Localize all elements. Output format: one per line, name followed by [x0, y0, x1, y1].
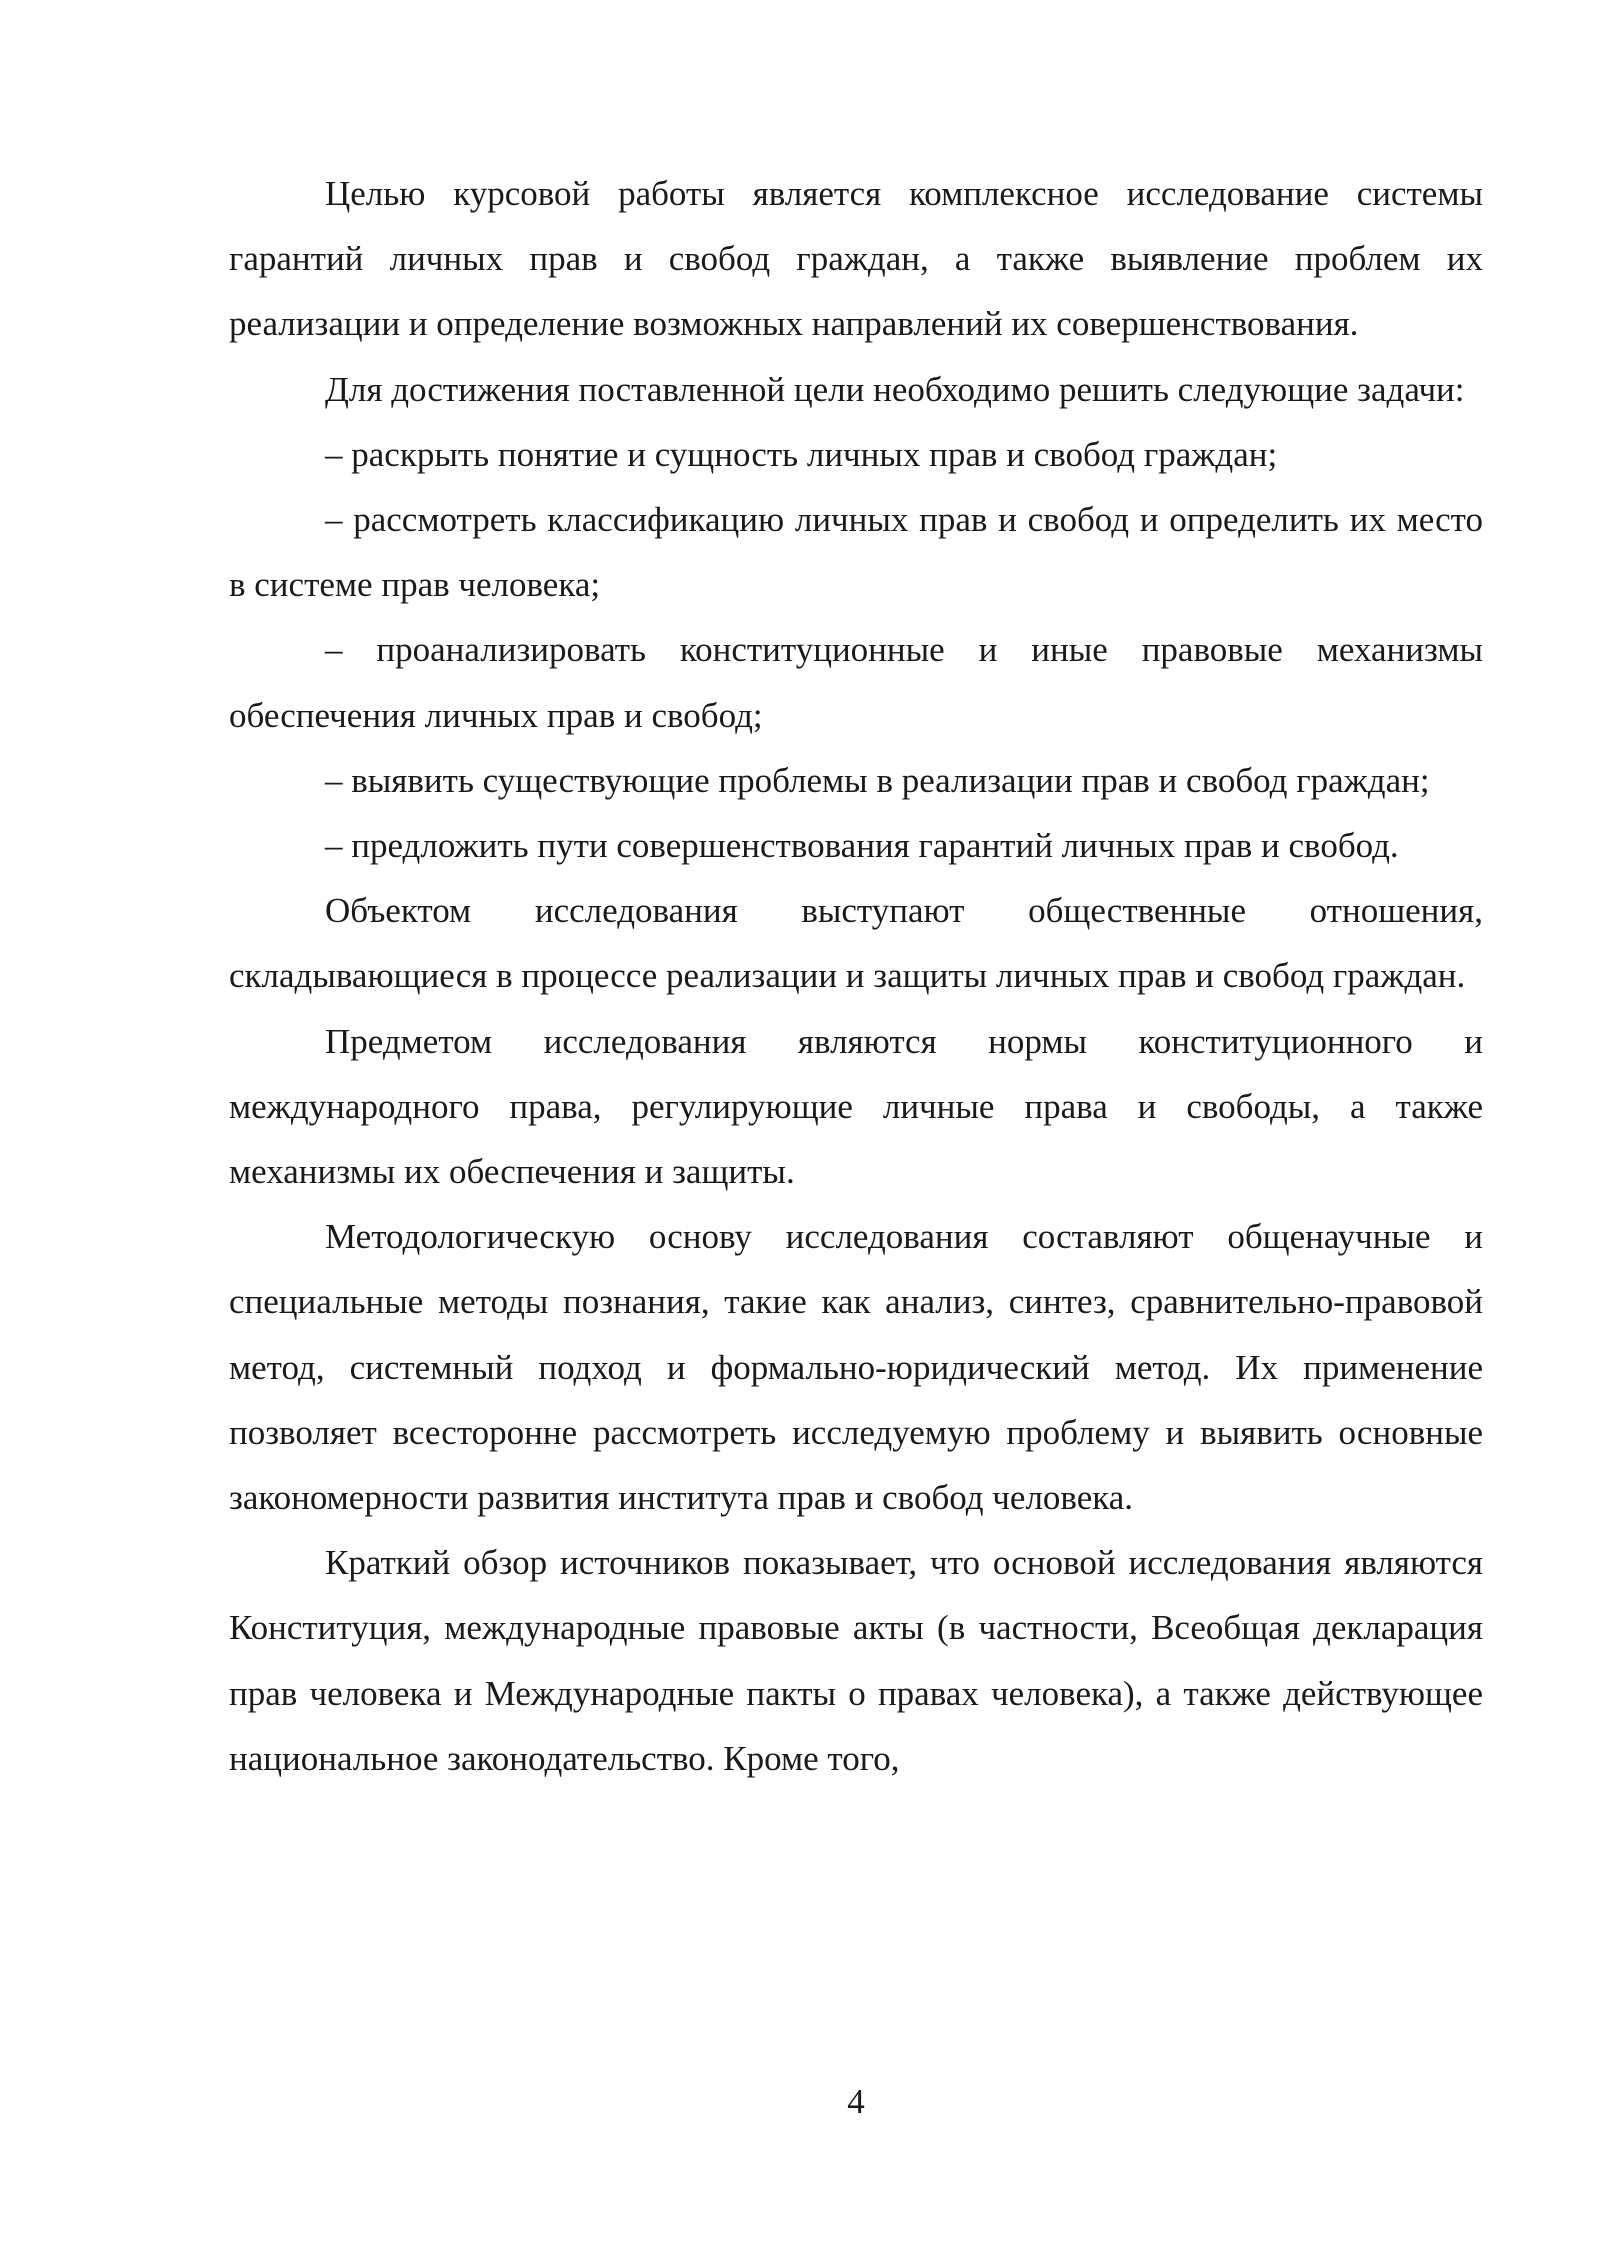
- page-number: 4: [847, 2082, 865, 2121]
- paragraph-goal: Целью курсовой работы является комплексное исследование системы гарантий личных прав и свобод граждан, а также выявление проблем их реализации и определение возможных направлений их совершенствования.: [229, 174, 1483, 344]
- list-item-task-3: – проанализировать конституционные и иные правовые механизмы обеспечения личных прав и свобод;: [229, 630, 1483, 735]
- list-item-task-5: – предложить пути совершенствования гарантий личных прав и свобод.: [325, 826, 1399, 866]
- paragraph-sources: Краткий обзор источников показывает, что основой исследования являются Конституция, международные правовые акты (в частности, Всеобщая декларация прав человека и Международные пакты о правах человека), а также действующее национальное законодательство. Кроме того,: [229, 1543, 1483, 1778]
- paragraph-subject: Предметом исследования являются нормы конституционного и международного права, регулирующие личные права и свободы, а также механизмы их обеспечения и защиты.: [229, 1021, 1483, 1192]
- paragraph-object: Объектом исследования выступают общественные отношения, складывающиеся в процессе реализации и защиты личных прав и свобод граждан.: [229, 891, 1483, 996]
- list-item-task-2: – рассмотреть классификацию личных прав и свобод и определить их место в системе прав человека;: [229, 500, 1483, 605]
- list-item-task-4: – выявить существующие проблемы в реализации прав и свобод граждан;: [325, 760, 1430, 800]
- page-body-text: [229, 161, 1483, 1791]
- paragraph-tasks-intro: Для достижения поставленной цели необходимо решить следующие задачи:: [325, 369, 1465, 409]
- paragraph-methodology: Методологическую основу исследования составляют общенаучные и специальные методы познания, такие как анализ, синтез, сравнительно-правовой метод, системный подход и формально-юридический метод. Их применение позволяет всесторонне рассмотреть исследуемую проблему и выявить основные закономерности развития института прав и свобод человека.: [229, 1217, 1483, 1518]
- list-item-task-1: – раскрыть понятие и сущность личных прав и свобод граждан;: [325, 434, 1278, 474]
